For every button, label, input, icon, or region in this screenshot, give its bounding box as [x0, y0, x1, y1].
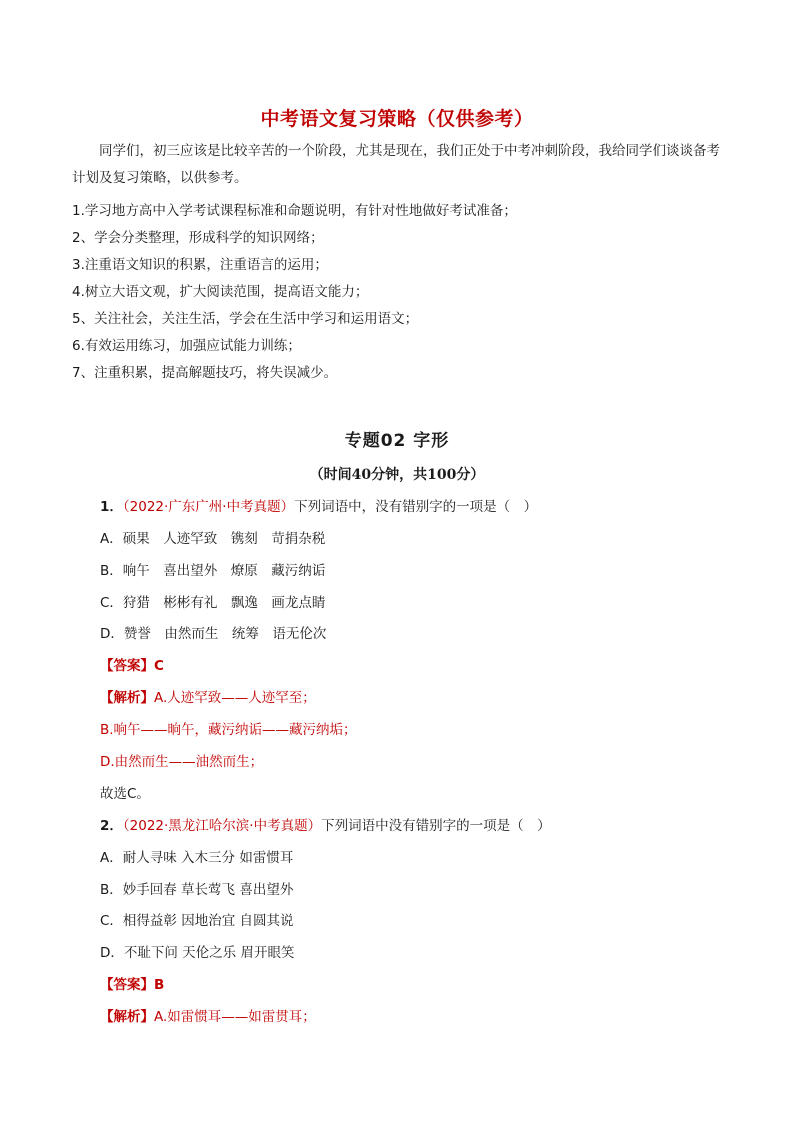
question-number: 1．	[100, 499, 123, 515]
strategy-item-3: 3.注重语文知识的积累，注重语言的运用；	[72, 257, 328, 273]
strategy-item-5: 5、关注社会，关注生活，学会在生活中学习和运用语文；	[72, 311, 419, 327]
strategy-item-1: 1.学习地方高中入学考试课程标准和命题说明，有针对性地做好考试准备；	[72, 203, 517, 219]
question-number: 2．	[100, 818, 123, 834]
question-1-conclusion: 故选C。	[100, 786, 150, 802]
strategy-item-4: 4.树立大语文观，扩大阅读范围，提高语文能力；	[72, 284, 369, 300]
answer-value: C	[154, 658, 164, 674]
answer-label: 【答案】	[100, 658, 154, 674]
question-2-option-a: A．耐人寻味 入木三分 如雷惯耳	[100, 850, 294, 866]
question-2-option-c: C．相得益彰 因地治宜 自圆其说	[100, 913, 294, 929]
question-source: （2022·广东广州·中考真题）	[122, 499, 295, 515]
analysis-label: 【解析】	[100, 1009, 154, 1025]
question-2-analysis	[100, 1004, 316, 1031]
question-1-answer	[100, 653, 164, 680]
strategy-item-2: 2、学会分类整理，形成科学的知识网络；	[72, 230, 324, 246]
analysis-label: 【解析】	[100, 690, 154, 706]
analysis-line: A.人迹罕致——人迹罕至；	[154, 690, 316, 706]
analysis-line: A.如雷惯耳——如雷贯耳；	[154, 1009, 316, 1025]
question-text: 下列词语中没有错别字的一项是（ ）	[321, 818, 551, 834]
question-1-analysis-line-3: D.由然而生——油然而生；	[100, 754, 264, 770]
page-title: 中考语文复习策略（仅供参考）	[260, 108, 534, 130]
strategy-item-7: 7、注重积累，提高解题技巧，将失误减少。	[72, 365, 338, 381]
question-1-analysis	[100, 685, 316, 712]
section-subtitle: （时间40分钟，共100分）	[309, 467, 485, 483]
question-2-stem	[100, 813, 551, 840]
question-2-answer	[100, 972, 164, 999]
question-1-stem	[100, 494, 537, 521]
strategy-item-6: 6.有效运用练习，加强应试能力训练；	[72, 338, 301, 354]
question-2-option-b: B．妙手回春 草长莺飞 喜出望外	[100, 882, 294, 898]
answer-label: 【答案】	[100, 977, 154, 993]
intro-paragraph: 同学们，初三应该是比较辛苦的一个阶段，尤其是现在，我们正处于中考冲刺阶段，我给同学们谈谈备考计划及复习策略，以供参考。	[72, 143, 720, 186]
section-title: 专题02 字形	[344, 431, 450, 451]
question-1-option-a: A．硕果 人迹罕致 镌刻 苛捐杂税	[100, 531, 326, 547]
question-1-option-b: B．响午 喜出望外 燎原 藏污纳诟	[100, 563, 326, 579]
question-source: （2022·黑龙江哈尔滨·中考真题）	[122, 818, 322, 834]
question-1-analysis-line-2: B.响午——晌午，藏污纳诟——藏污纳垢；	[100, 722, 357, 738]
question-text: 下列词语中，没有错别字的一项是（ ）	[294, 499, 538, 515]
question-1-option-d: D．赞誉 由然而生 统筹 语无伦次	[100, 626, 327, 642]
question-2-option-d: D．不耻下问 天伦之乐 眉开眼笑	[100, 945, 295, 961]
answer-value: B	[154, 977, 165, 993]
question-1-option-c: C．狩猎 彬彬有礼 飘逸 画龙点睛	[100, 595, 326, 611]
